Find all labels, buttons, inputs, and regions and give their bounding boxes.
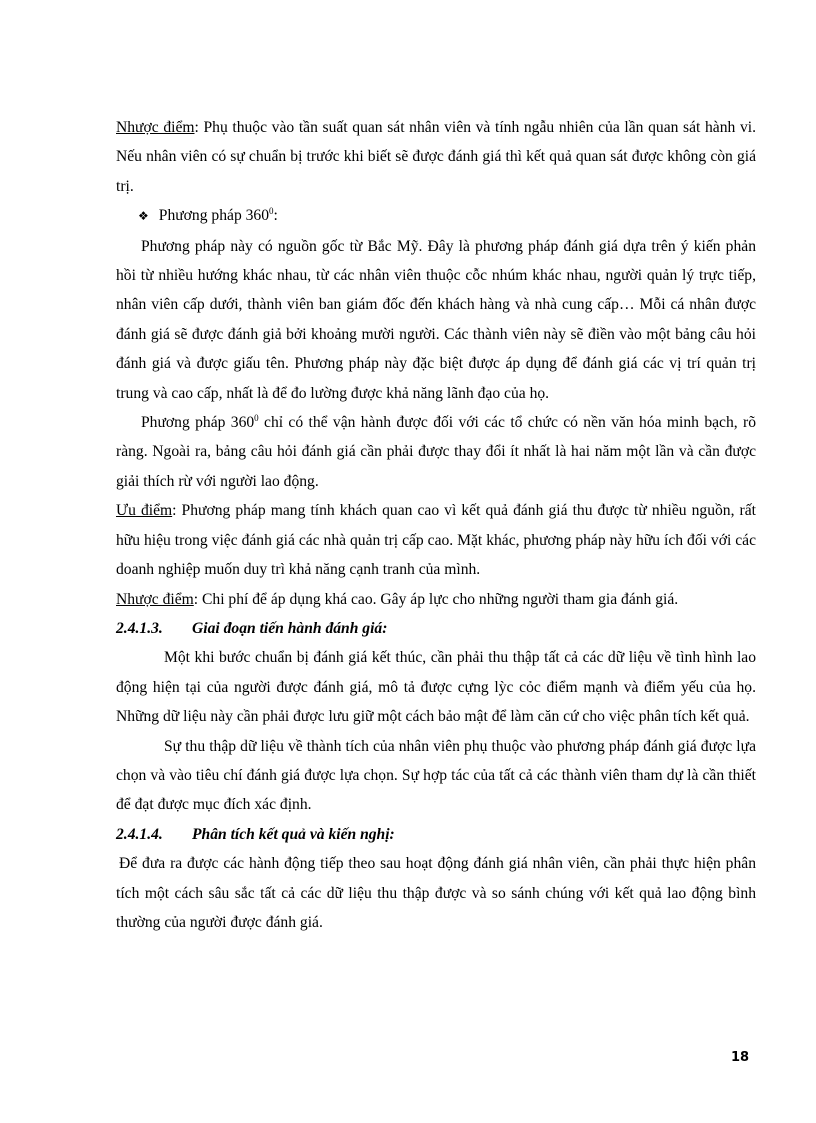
paragraph-analysis: Để đưa ra được các hành động tiếp theo sau hoạt động đánh giá nhân viên, cần phải thực hiện phân tích một cách sâu sắc tất cả các dữ liệu thu thập được và so sánh chúng với kết quả lao động bình thường của người được đánh giá. (116, 855, 756, 931)
heading-number: 2.4.1.3. (116, 619, 163, 637)
heading-title: Phân tích kết quả và kiến nghị: (192, 825, 395, 843)
advantage-label: Ưu điểm (116, 502, 173, 520)
paragraph-360-origin: Phương pháp này có nguồn gốc từ Bắc Mỹ. Đây là phương pháp đánh giá dựa trên ý kiến phản hồi từ nhiều hướng khác nhau, từ các nhân viên thuộc cỗc nhúm khác nhau, người quản lý trực tiếp, nhân viên cấp dưới, thành viên ban giám đốc đến khách hàng và nhà cung cấp… Mỗi cá nhân được đánh giá sẽ được đánh giả bởi khoảng mười người. Các thành viên này sẽ điền vào một bảng câu hỏi đánh giá và được giấu tên. Phương pháp này đặc biệt được áp dụng để đánh giá các vị trí quản trị trung và cao cấp, nhất là để đo lường được khả năng lãnh đạo của họ. (116, 237, 756, 402)
degree-sup: 0 (254, 412, 259, 423)
bullet-text: Phương pháp 360 (158, 207, 270, 225)
p3-start: Phương pháp 360 (141, 414, 255, 432)
drawback-text: : Phụ thuộc vào tần suất quan sát nhân viên và tính ngẫu nhiên của lần quan sát hành vi. Nếu nhân viên có sự chuẩn bị trước khi biết sẽ được đánh giá thì kết quả quan sát được không còn giá trị. (116, 119, 756, 195)
section-heading-2-4-1-4 (116, 820, 756, 849)
drawback-label: Nhược điểm (116, 119, 195, 136)
paragraph-360-conditions (116, 408, 756, 496)
p3-rest: chỉ có thể vận hành được đối với các tổ chức có nền văn hóa minh bạch, rõ ràng. Ngoài ra, bảng câu hỏi đánh giá cần phải được thay đổi ít nhất là hai năm một lần và cần được giải thích rừ với người lao động. (116, 414, 756, 490)
page-number: 18 (731, 1050, 750, 1065)
page-content (116, 113, 756, 937)
paragraph-data-collection: Một khi bước chuẩn bị đánh giá kết thúc, cần phải thu thập tất cả các dữ liệu về tình hình lao động hiện tại của người được đánh giá, mô tả được cựng lỳc cỏc điểm mạnh và điểm yếu của họ. Những dữ liệu này cần phải được lưu giữ một cách bảo mật để làm căn cứ cho việc phân tích kết quả. (116, 649, 756, 726)
paragraph-advantage (116, 496, 756, 584)
heading-number: 2.4.1.4. (116, 825, 163, 843)
bullet-suffix: : (273, 207, 278, 225)
heading-title: Giai đoạn tiến hành đánh giá: (192, 619, 388, 637)
degree-sup: 0 (269, 206, 274, 217)
paragraph-collaboration: Sự thu thập dữ liệu về thành tích của nhân viên phụ thuộc vào phương pháp đánh giá được lựa chọn và vào tiêu chí đánh giá được lựa chọn. Sự hợp tác của tất cả các thành viên tham dự là cần thiết để đạt được mục đích xác định. (116, 737, 756, 814)
section-heading-2-4-1-3 (116, 614, 756, 643)
drawback-text: : Chi phí để áp dụng khá cao. Gây áp lực cho những người tham gia đánh giá. (193, 590, 679, 608)
drawback-label: Nhược điểm (116, 590, 194, 608)
advantage-text: : Phương pháp mang tính khách quan cao vì kết quả đánh giá thu được từ nhiều nguồn, rất hữu hiệu trong việc đánh giá các nhà quản trị cấp cao. Mặt khác, phương pháp này hữu ích đối với các doanh nghiệp muốn duy trì khả năng cạnh tranh của mình. (116, 502, 756, 579)
bullet-360-method (116, 201, 756, 231)
diamond-bullet-icon: ❖ (138, 209, 149, 224)
paragraph-drawback-observation (116, 113, 756, 201)
paragraph-drawback-cost (116, 585, 756, 614)
